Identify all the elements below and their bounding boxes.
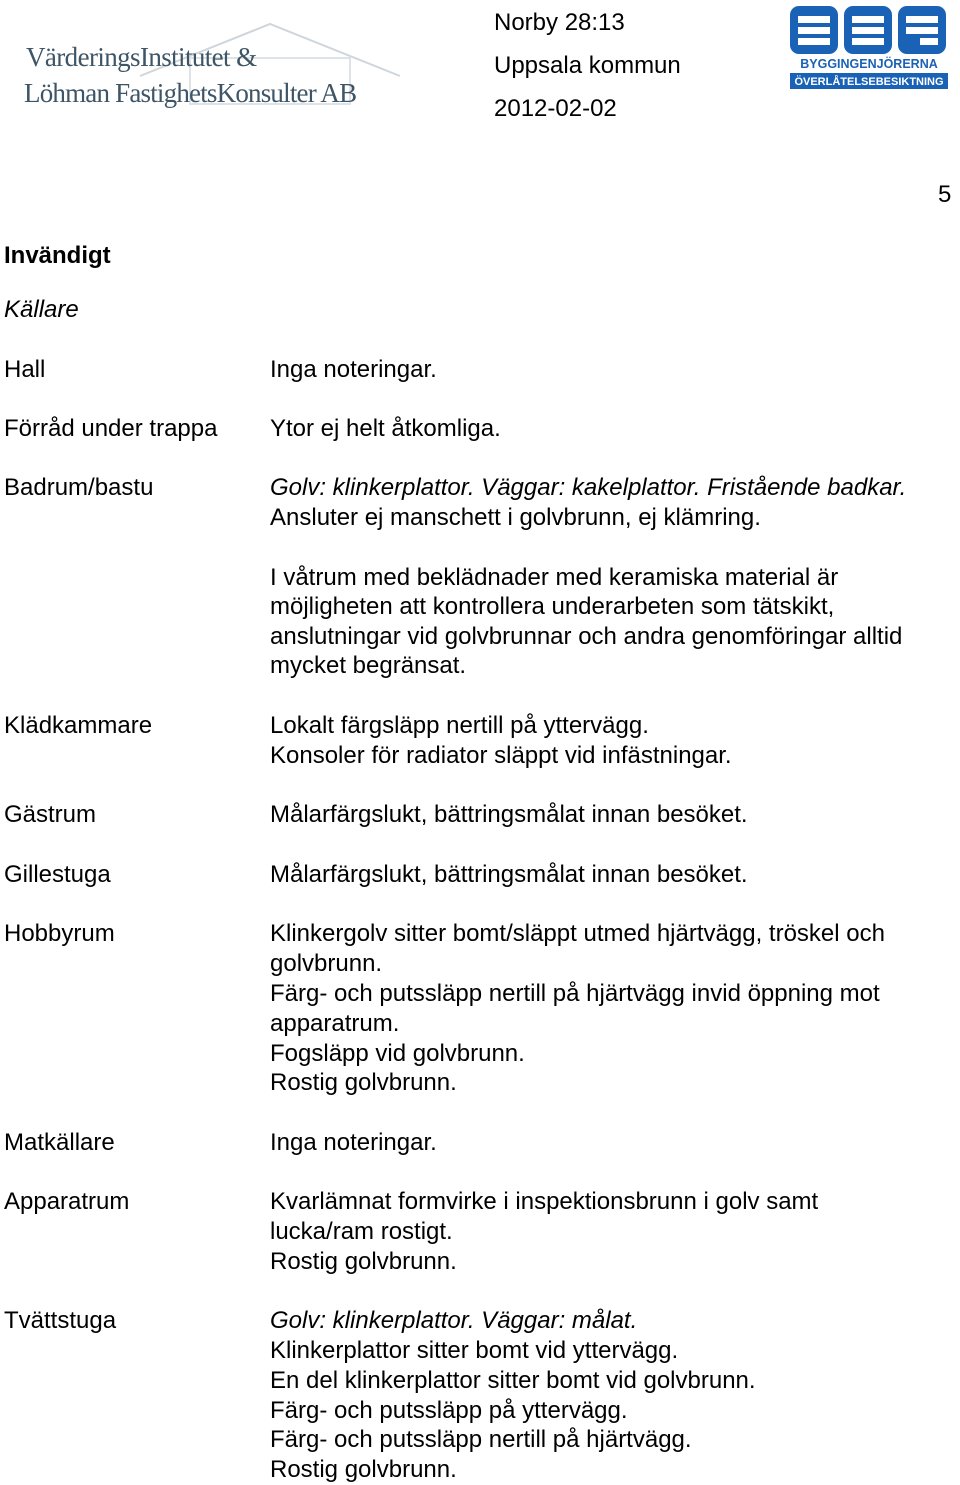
room-note: Rostig golvbrunn. bbox=[270, 1248, 457, 1275]
company-name-line-2: Löhman FastighetsKonsulter AB bbox=[24, 78, 357, 108]
room-note: Konsoler för radiator släppt vid infästningar. bbox=[270, 742, 732, 769]
room-note: Fogsläpp vid golvbrunn. bbox=[270, 1040, 525, 1067]
section-title: Invändigt bbox=[4, 242, 111, 269]
room-note: Klinkerplattor sitter bomt vid yttervägg. bbox=[270, 1337, 679, 1364]
sbr-logo bbox=[790, 6, 948, 90]
room-label-closet: Klädkammare bbox=[4, 712, 153, 739]
inspection-date: 2012-02-02 bbox=[494, 95, 617, 122]
room-note: Färg- och putssläpp nertill på hjärtvägg invid öppning mot bbox=[270, 980, 880, 1007]
room-note: golvbrunn. bbox=[270, 950, 383, 977]
property-designation: Norby 28:13 bbox=[494, 9, 625, 36]
room-label-guest-room: Gästrum bbox=[4, 801, 97, 828]
room-note: Färg- och putssläpp på yttervägg. bbox=[270, 1397, 628, 1424]
remark-line: anslutningar vid golvbrunnar och andra genomföringar alltid bbox=[270, 623, 903, 650]
room-label-utility-room: Apparatrum bbox=[4, 1188, 130, 1215]
room-note: Inga noteringar. bbox=[270, 1129, 437, 1156]
room-note: Färg- och putssläpp nertill på hjärtvägg. bbox=[270, 1426, 692, 1453]
subsection-title: Källare bbox=[4, 296, 79, 323]
room-label-hobby-room: Hobbyrum bbox=[4, 920, 115, 947]
company-logo bbox=[20, 18, 460, 108]
room-note: Kvarlämnat formvirke i inspektionsbrunn i golv samt bbox=[270, 1188, 819, 1215]
room-note: Klinkergolv sitter bomt/släppt utmed hjärtvägg, tröskel och bbox=[270, 920, 885, 947]
room-label-recreation-room: Gillestuga bbox=[4, 861, 111, 888]
room-note: Inga noteringar. bbox=[270, 356, 437, 383]
remark-line: mycket begränsat. bbox=[270, 652, 467, 679]
room-note-surfaces: Golv: klinkerplattor. Väggar: kakelplattor. Fristående badkar. bbox=[270, 474, 907, 501]
room-note-surfaces: Golv: klinkerplattor. Väggar: målat. bbox=[270, 1307, 638, 1334]
room-label-bathroom: Badrum/bastu bbox=[4, 474, 154, 501]
room-note: Målarfärgslukt, bättringsmålat innan besöket. bbox=[270, 861, 748, 888]
room-note: Rostig golvbrunn. bbox=[270, 1456, 457, 1483]
room-note: Lokalt färgsläpp nertill på yttervägg. bbox=[270, 712, 649, 739]
remark-line: möjligheten att kontrollera underarbeten som tätskikt, bbox=[270, 593, 835, 620]
room-note: lucka/ram rostigt. bbox=[270, 1218, 453, 1245]
room-note: En del klinkerplattor sitter bomt vid golvbrunn. bbox=[270, 1367, 756, 1394]
remark-line: I våtrum med beklädnader med keramiska material är bbox=[270, 564, 839, 591]
room-note: Ansluter ej manschett i golvbrunn, ej klämring. bbox=[270, 504, 761, 531]
room-note: apparatrum. bbox=[270, 1010, 400, 1037]
room-note: Målarfärgslukt, bättringsmålat innan besöket. bbox=[270, 801, 748, 828]
room-label-storage: Förråd under trappa bbox=[4, 415, 218, 442]
room-label-food-cellar: Matkällare bbox=[4, 1129, 115, 1156]
company-name-line-1: VärderingsInstitutet & bbox=[26, 42, 257, 72]
room-note: Ytor ej helt åtkomliga. bbox=[270, 415, 501, 442]
municipality: Uppsala kommun bbox=[494, 52, 681, 79]
page-number: 5 bbox=[938, 181, 952, 208]
partner-logo-subtitle-1: BYGGINGENJÖRERNA bbox=[800, 57, 938, 71]
room-label-laundry-room: Tvättstuga bbox=[4, 1307, 117, 1334]
room-label-hall: Hall bbox=[4, 356, 46, 383]
room-note: Rostig golvbrunn. bbox=[270, 1069, 457, 1096]
partner-logo-subtitle-2: ÖVERLÅTELSEBESIKTNING bbox=[794, 76, 944, 88]
